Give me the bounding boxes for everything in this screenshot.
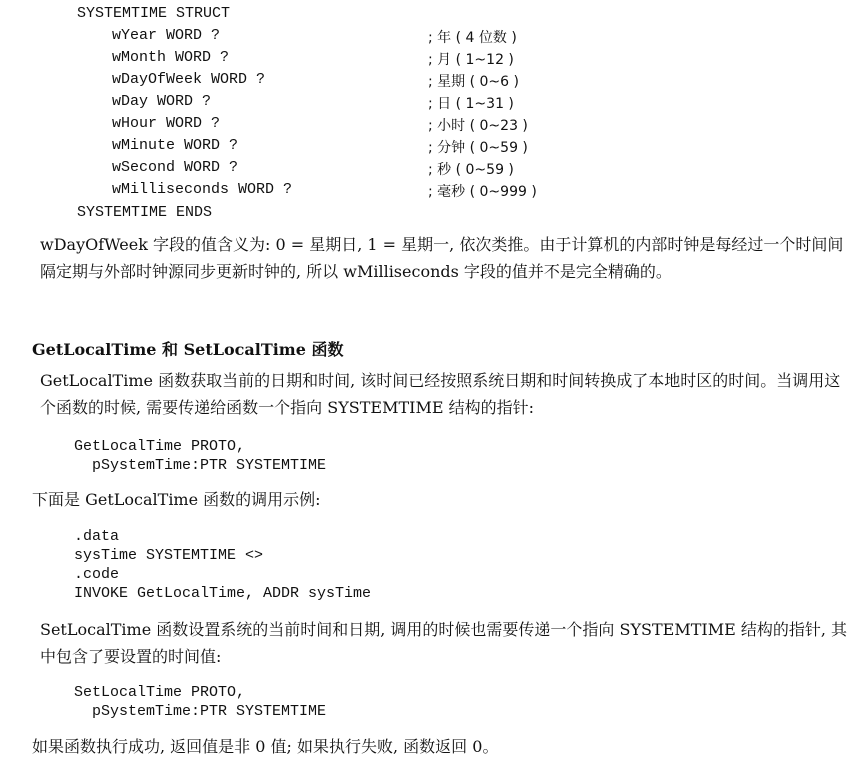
struct-field-decl: wHour WORD ?: [112, 115, 221, 132]
struct-field-row: [0, 157, 865, 179]
code-example: .data sysTime SYSTEMTIME <> .code INVOKE GetLocalTime, ADDR sysTime: [74, 528, 372, 602]
struct-footer: SYSTEMTIME ENDS: [77, 204, 213, 221]
paragraph-getlocaltime: GetLocalTime 函数获取当前的日期和时间, 该时间已经按照系统日期和时间转换成了本地时区的时间。当调用这个函数的时候, 需要传递给函数一个指向 SYSTEMTIME 结构的指针:: [40, 371, 841, 417]
section-heading: GetLocalTime 和 SetLocalTime 函数: [32, 340, 344, 359]
struct-field-decl: wMinute WORD ?: [112, 137, 239, 154]
struct-field-decl: wMilliseconds WORD ?: [112, 181, 293, 198]
struct-field-decl: wDay WORD ?: [112, 93, 212, 110]
struct-field-row: [0, 179, 865, 201]
struct-field-row: [0, 69, 865, 91]
struct-field-row: [0, 25, 865, 47]
code-getlocaltime-proto: GetLocalTime PROTO, pSystemTime:PTR SYSTEMTIME: [74, 438, 327, 474]
struct-field-row: [0, 91, 865, 113]
struct-field-comment: ; 分钟 ( 0~59 ): [428, 140, 528, 156]
code-setlocaltime-proto: SetLocalTime PROTO, pSystemTime:PTR SYSTEMTIME: [74, 684, 327, 720]
struct-field-decl: wMonth WORD ?: [112, 49, 230, 66]
paragraph-setlocaltime: SetLocalTime 函数设置系统的当前时间和日期, 调用的时候也需要传递一个指向 SYSTEMTIME 结构的指针, 其中包含了要设置的时间值:: [40, 620, 848, 666]
struct-field-comment: ; 年 ( 4 位数 ): [428, 30, 517, 46]
struct-field-decl: wSecond WORD ?: [112, 159, 239, 176]
paragraph-example-intro: 下面是 GetLocalTime 函数的调用示例:: [32, 490, 321, 509]
struct-field-comment: ; 秒 ( 0~59 ): [428, 162, 514, 178]
struct-field-comment: ; 小时 ( 0~23 ): [428, 118, 528, 134]
struct-field-comment: ; 日 ( 1~31 ): [428, 96, 514, 112]
paragraph-return-value: 如果函数执行成功, 返回值是非 0 值; 如果执行失败, 函数返回 0。: [32, 737, 499, 756]
paragraph-wdayofweek: wDayOfWeek 字段的值含义为: 0 = 星期日, 1 = 星期一, 依次类推。由于计算机的内部时钟是每经过一个时间间隔定期与外部时钟源同步更新时钟的, 所以 wMilliseconds 字段的值并不是完全精确的。: [40, 235, 844, 281]
struct-field-comment: ; 月 ( 1~12 ): [428, 52, 514, 68]
struct-field-decl: wDayOfWeek WORD ?: [112, 71, 266, 88]
struct-header: SYSTEMTIME STRUCT: [77, 5, 231, 22]
struct-field-row: [0, 113, 865, 135]
struct-field-decl: wYear WORD ?: [112, 27, 221, 44]
struct-field-row: [0, 135, 865, 157]
struct-field-comment: ; 星期 ( 0~6 ): [428, 74, 519, 90]
struct-field-comment: ; 毫秒 ( 0~999 ): [428, 184, 537, 200]
struct-block: [0, 3, 865, 228]
struct-field-row: [0, 47, 865, 69]
